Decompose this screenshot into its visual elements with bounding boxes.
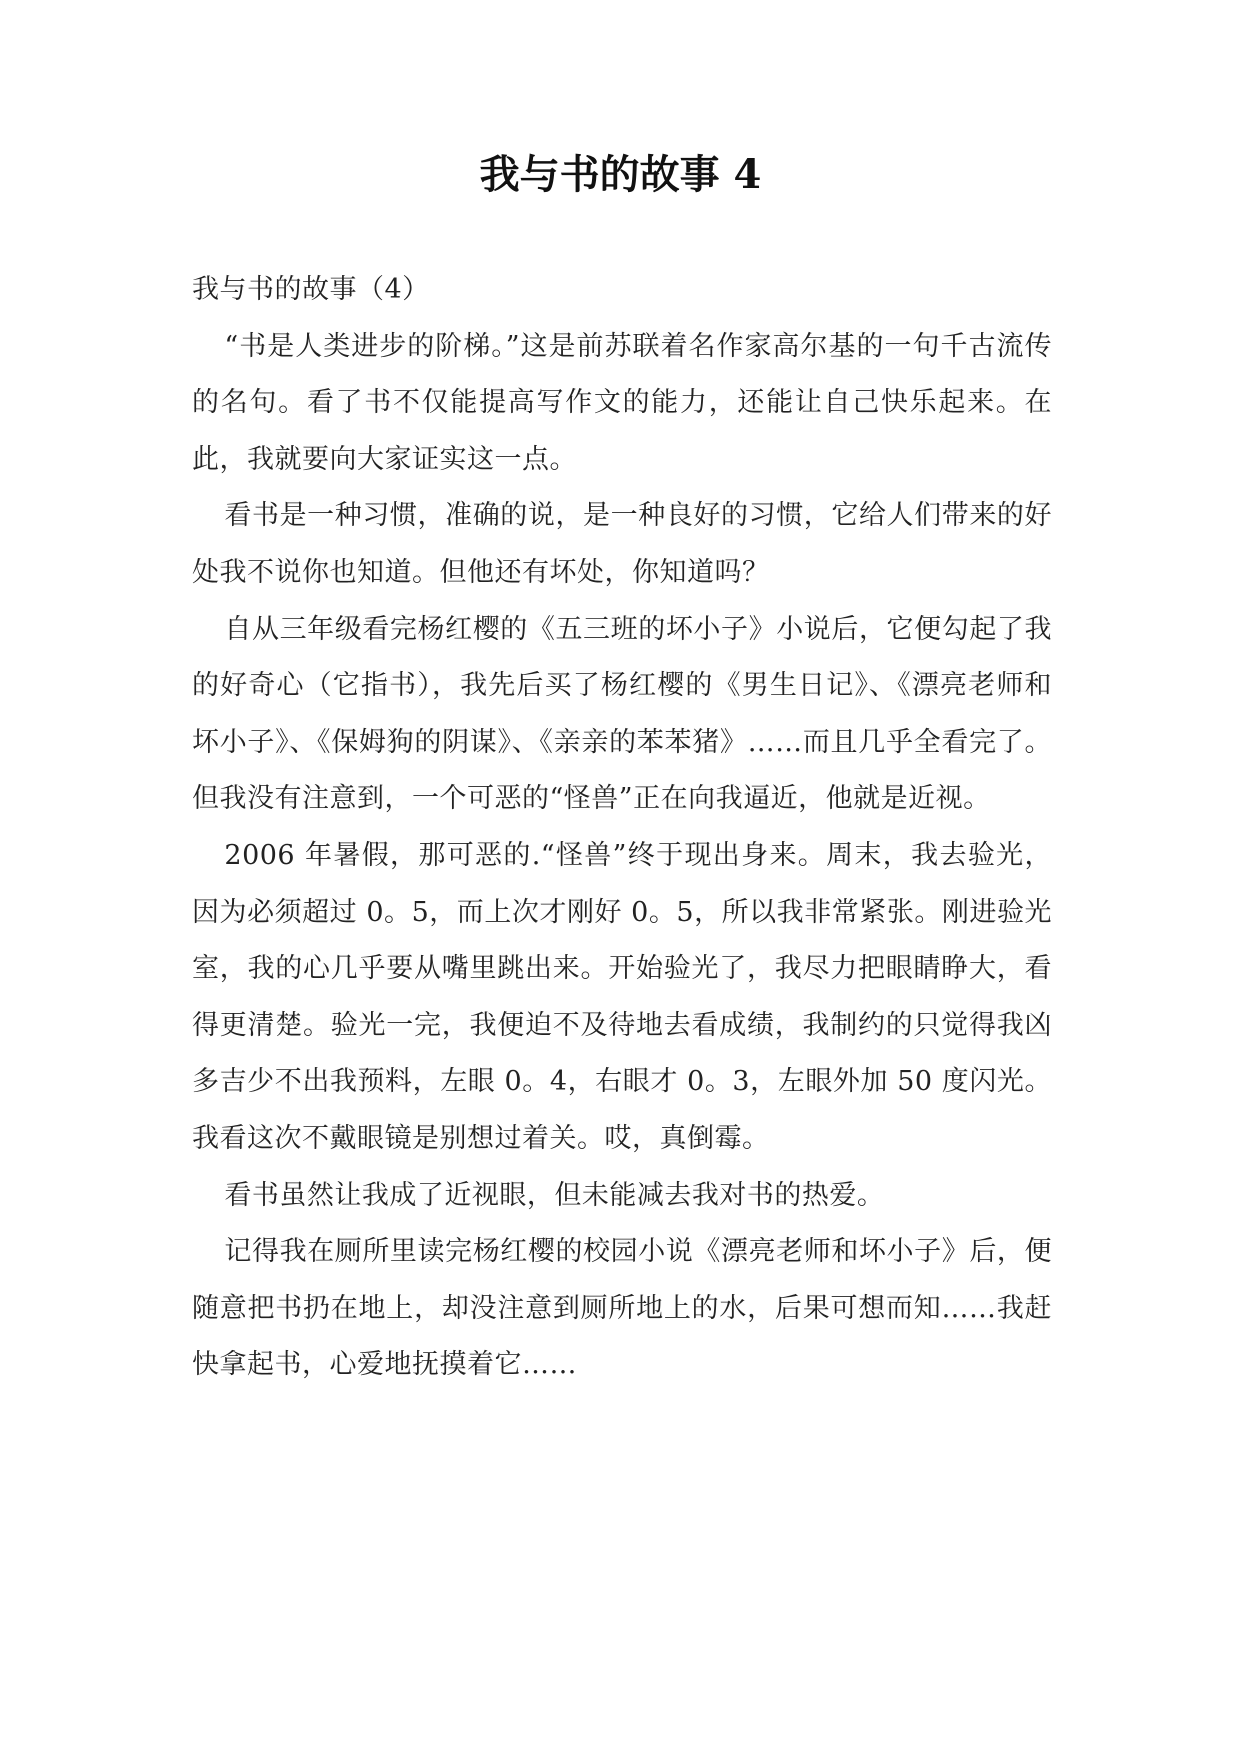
document-title: 我与书的故事 4	[479, 151, 762, 198]
body-paragraph: “书是人类进步的阶梯。”这是前苏联着名作家高尔基的一句千古流传的名句。看了书不仅能提高写作文的能力，还能让自己快乐起来。在此，我就要向大家证实这一点。	[192, 330, 1052, 475]
subtitle-paragraph: 我与书的故事（4）	[192, 274, 430, 305]
body-paragraph: 看书虽然让我成了近视眼，但未能减去我对书的热爱。	[224, 1179, 885, 1211]
body-paragraph: 看书是一种习惯，准确的说，是一种良好的习惯，它给人们带来的好处我不说你也知道。但他还有坏处，你知道吗？	[192, 500, 1052, 588]
body-paragraph: 自从三年级看完杨红樱的《五三班的坏小子》小说后，它便勾起了我的好奇心（它指书），我先后买了杨红樱的《男生日记》、《漂亮老师和坏小子》、《保姆狗的阴谋》、《亲亲的苯苯猪》……而且几乎全看完了。但我没有注意到，一个可恶的“怪兽”正在向我逼近，他就是近视。	[192, 613, 1052, 815]
document-body	[192, 262, 1052, 1394]
body-paragraph: 记得我在厕所里读完杨红樱的校园小说《漂亮老师和坏小子》后，便随意把书扔在地上，却没注意到厕所地上的水，后果可想而知……我赶快拿起书，心爱地抚摸着它……	[192, 1236, 1052, 1381]
body-paragraph: 2006 年暑假，那可恶的.“怪兽”终于现出身来。周末，我去验光，因为必须超过 0。5，而上次才刚好 0。5，所以我非常紧张。刚进验光室，我的心几乎要从嘴里跳出来。开始验光了，我尽力把眼睛睁大，看得更清楚。验光一完，我便迫不及待地去看成绩，我制约的只觉得我凶多吉少不出我预料，左眼 0。4，右眼才 0。3，左眼外加 50 度闪光。我看这次不戴眼镜是别想过着关。哎，真倒霉。	[192, 839, 1052, 1154]
